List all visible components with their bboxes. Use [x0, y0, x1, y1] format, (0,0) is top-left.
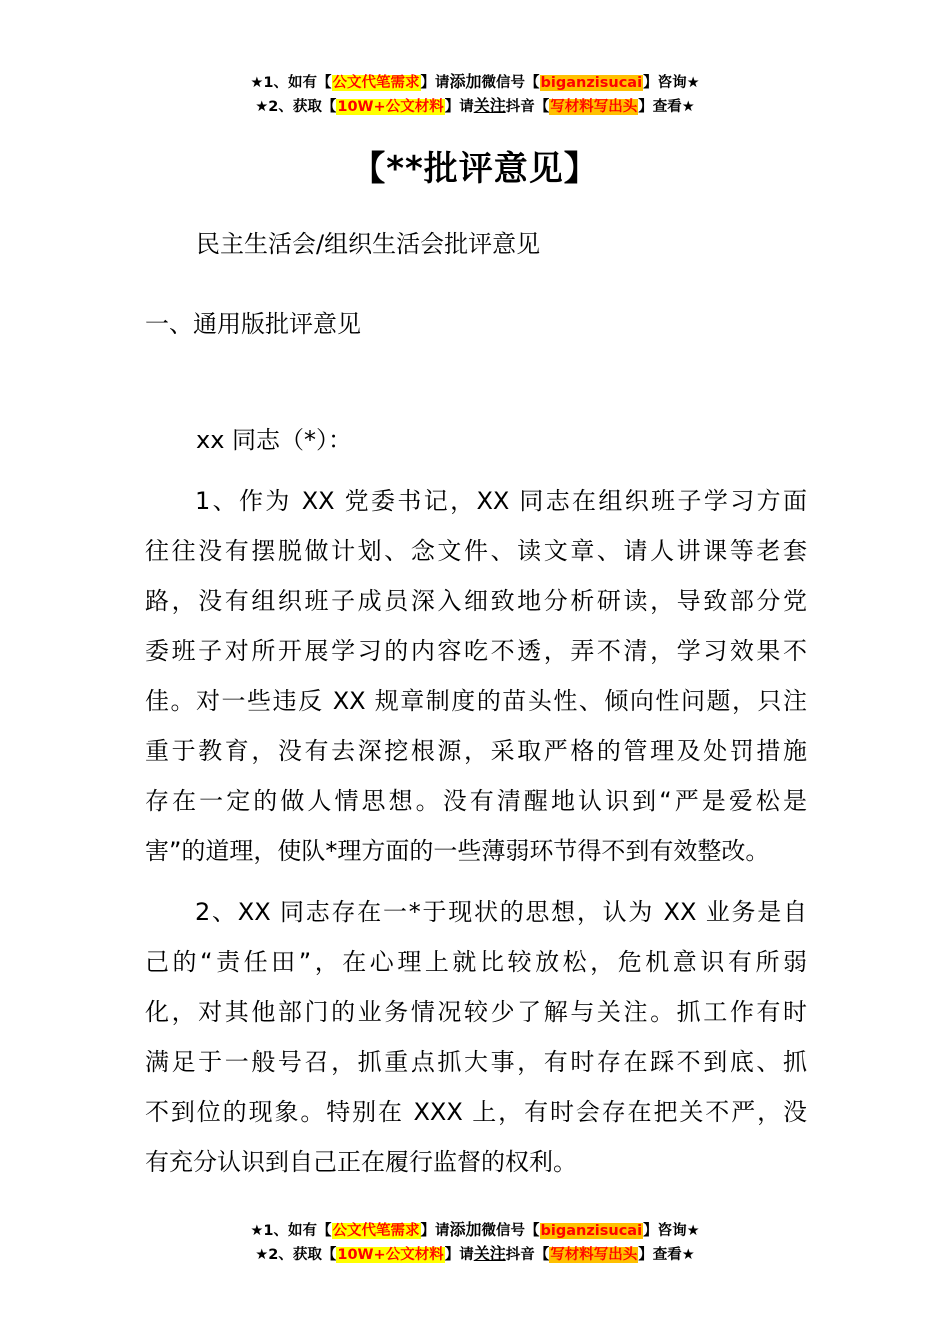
paragraph-line: 己的“责任田”，在心理上就比较放松，危机意识有所弱 — [145, 948, 807, 976]
promo-highlight: 公文代笔需求 — [332, 75, 420, 91]
promo-emphasis: 关注 — [473, 1244, 506, 1263]
promo-text: ★1、如有【 — [250, 75, 332, 91]
bottom-promo-banner — [0, 1218, 950, 1266]
promo-text: 】请 — [444, 99, 474, 115]
paragraph-line: 往往没有摆脱做计划、念文件、读文章、请人讲课等老套 — [145, 537, 807, 565]
promo-text: 】请 — [444, 1247, 474, 1263]
promo-text: 抖音【 — [505, 99, 550, 115]
promo-emphasis: 添加 — [449, 1220, 482, 1239]
document-subtitle: 民主生活会/组织生活会批评意见 — [196, 230, 541, 258]
promo-emphasis: 关注 — [473, 96, 506, 115]
salutation: xx 同志（*）： — [196, 426, 353, 454]
promo-douyin-id: 写材料写出头 — [550, 99, 638, 115]
promo-wechat-id: biganzisucai — [540, 1223, 643, 1239]
promo-text: 】查看★ — [638, 99, 695, 115]
promo-text: 微信号【 — [481, 1223, 540, 1239]
paragraph-line: 路，没有组织班子成员深入细致地分析研读，导致部分党 — [145, 587, 807, 615]
promo-highlight: 10W+公文材料 — [337, 1247, 444, 1263]
promo-text: 】请 — [420, 75, 450, 91]
paragraph-line: 害”的道理，使队*理方面的一些薄弱环节得不到有效整改。 — [145, 837, 770, 865]
paragraph-line: 存在一定的做人情思想。没有清醒地认识到“严是爱松是 — [145, 787, 807, 815]
promo-text: ★2、获取【 — [255, 99, 337, 115]
paragraph-line: 1、作为 XX 党委书记，XX 同志在组织班子学习方面 — [195, 487, 807, 515]
promo-line-1 — [0, 1218, 950, 1242]
promo-highlight: 10W+公文材料 — [337, 99, 444, 115]
paragraph-line: 重于教育，没有去深挖根源，采取严格的管理及处罚措施 — [145, 737, 807, 765]
promo-douyin-id: 写材料写出头 — [550, 1247, 638, 1263]
promo-text: 】咨询★ — [643, 75, 700, 91]
paragraph-line: 不到位的现象。特别在 XXX 上，有时会存在把关不严，没 — [145, 1098, 807, 1126]
paragraph-2 — [145, 887, 807, 1187]
promo-text: 抖音【 — [505, 1247, 550, 1263]
top-promo-banner — [0, 70, 950, 118]
promo-text: 】请 — [420, 1223, 450, 1239]
paragraph-line: 化，对其他部门的业务情况较少了解与关注。抓工作有时 — [145, 998, 807, 1026]
promo-line-1 — [0, 70, 950, 94]
section-heading: 一、通用版批评意见 — [145, 310, 361, 338]
promo-text: 】咨询★ — [643, 1223, 700, 1239]
paragraph-line: 满足于一般号召，抓重点抓大事，有时存在踩不到底、抓 — [145, 1048, 807, 1076]
paragraph-line: 委班子对所开展学习的内容吃不透，弄不清，学习效果不 — [145, 637, 807, 665]
promo-text: 微信号【 — [481, 75, 540, 91]
promo-highlight: 公文代笔需求 — [332, 1223, 420, 1239]
promo-wechat-id: biganzisucai — [540, 75, 643, 91]
paragraph-line: 2、XX 同志存在一*于现状的思想，认为 XX 业务是自 — [195, 898, 807, 926]
promo-text: ★2、获取【 — [255, 1247, 337, 1263]
document-title: 【**批评意见】 — [351, 149, 599, 189]
paragraph-1 — [145, 476, 807, 876]
promo-line-2 — [0, 1242, 950, 1266]
paragraph-line: 佳。对一些违反 XX 规章制度的苗头性、倾向性问题，只注 — [145, 687, 807, 715]
paragraph-line: 有充分认识到自己正在履行监督的权利。 — [145, 1148, 577, 1176]
promo-line-2 — [0, 94, 950, 118]
promo-emphasis: 添加 — [449, 72, 482, 91]
promo-text: 】查看★ — [638, 1247, 695, 1263]
promo-text: ★1、如有【 — [250, 1223, 332, 1239]
